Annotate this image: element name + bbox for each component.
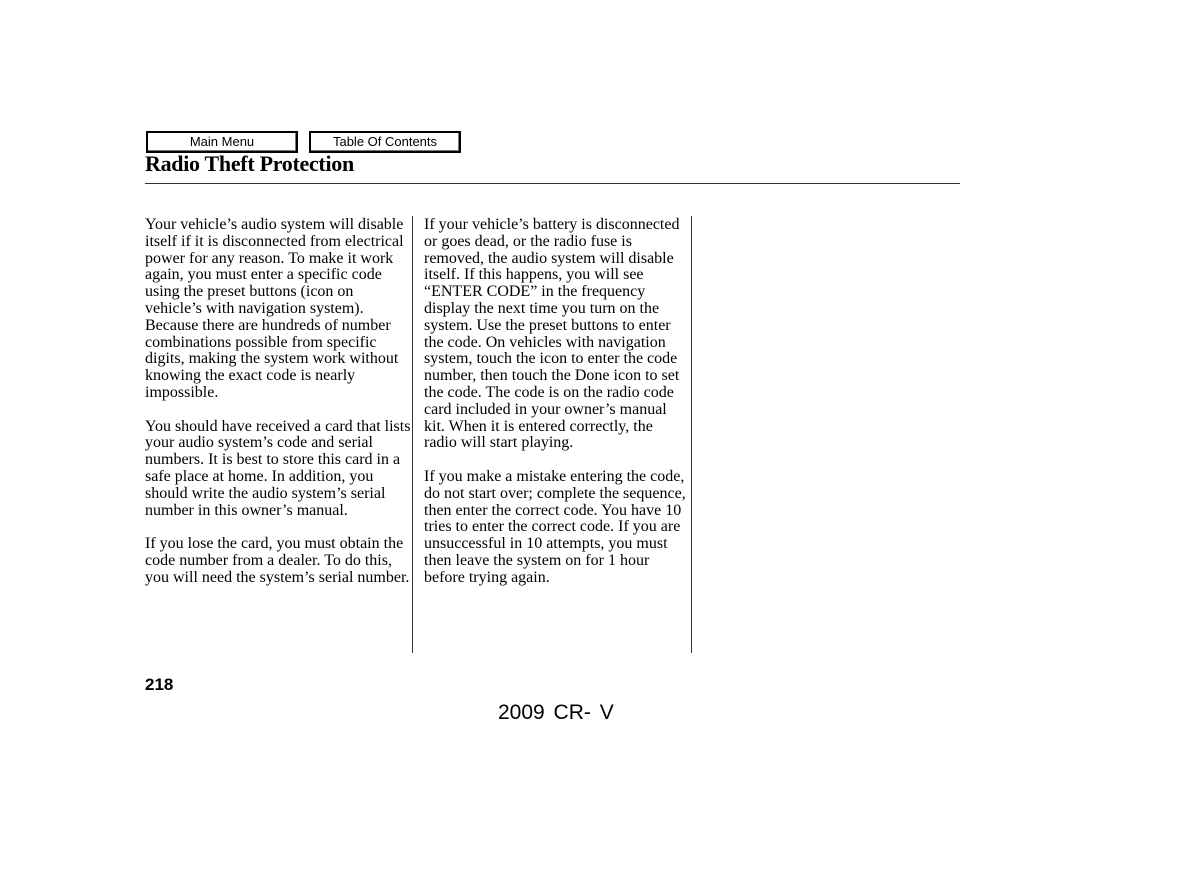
paragraph: If your vehicle’s battery is disconnected or goes dead, or the radio fuse is removed, the audio system will disable itself. If this happens, you will see “ENTER CODE” in the frequency display the next time you turn on the system. Use the preset buttons to enter the code. On vehicles with navigation system, touch the icon to enter the code number, then touch the Done icon to set the code. The code is on the radio code card included in your owner’s manual kit. When it is entered correctly, the radio will start playing. [424,216,680,452]
main-menu-button[interactable]: Main Menu [146,131,298,153]
paragraph: Your vehicle’s audio system will disable itself if it is disconnected from electrical power for any reason. To make it work again, you must enter a specific code using the preset buttons (icon on vehicle’s with navigation system). Because there are hundreds of number combinations possible from specific digits, making the system work without knowing the exact code is nearly impossible. [145,216,404,401]
title-divider [145,183,960,184]
text-column-left [145,217,411,603]
footer-model-label: 2009 CR- V [498,701,614,724]
paragraph: You should have received a card that lists your audio system’s code and serial numbers. It is best to store this card in a safe place at home. In addition, you should write the audio system’s serial number in this owner’s manual. [145,417,411,519]
text-column-right [424,217,688,603]
paragraph: If you make a mistake entering the code, do not start over; complete the sequence, then enter the correct code. You have 10 tries to enter the correct code. If you are unsuccessful in 10 attempts, you must then leave the system on for 1 hour before trying again. [424,467,686,586]
column-divider [412,216,413,653]
paragraph: If you lose the card, you must obtain the code number from a dealer. To do this, you will need the system’s serial number. [145,535,410,586]
page-number: 218 [145,675,174,694]
page-title: Radio Theft Protection [145,151,354,176]
table-of-contents-button[interactable]: Table Of Contents [309,131,461,153]
column-divider [691,216,692,653]
